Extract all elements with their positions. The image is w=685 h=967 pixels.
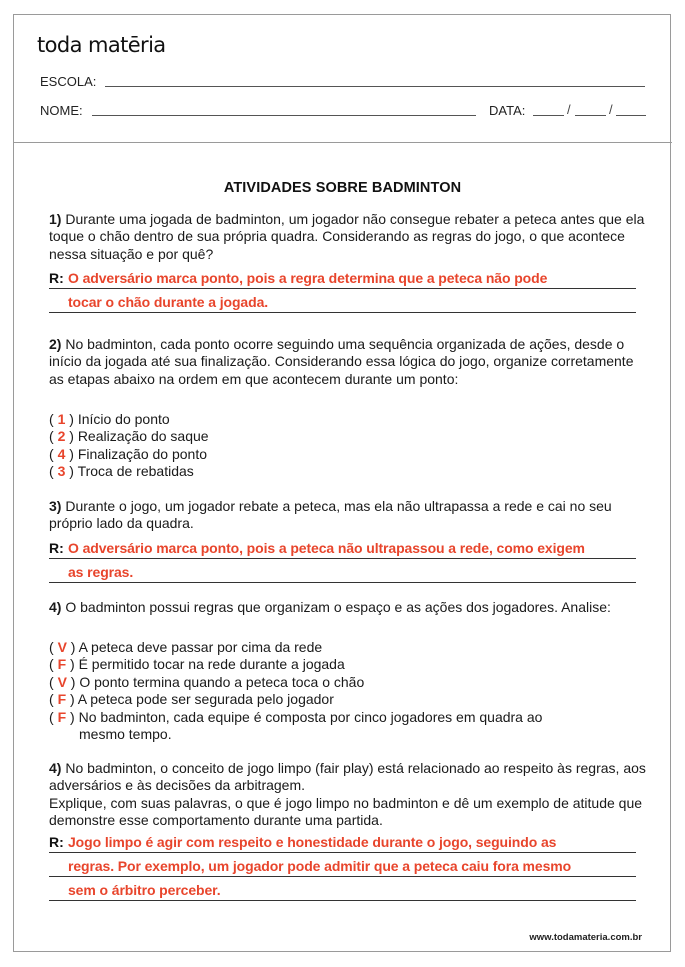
list-item: ( F ) É permitido tocar na rede durante a jogada xyxy=(49,656,345,673)
date-day-field[interactable] xyxy=(533,115,564,116)
list-item: ( F ) No badminton, cada equipe é composta por cinco jogadores em quadra ao xyxy=(49,708,543,725)
answer-label: R: xyxy=(49,540,64,556)
answer-label: R: xyxy=(49,270,64,286)
question-number: 1) xyxy=(49,211,62,227)
name-field[interactable] xyxy=(92,115,476,116)
answer-label: R: xyxy=(49,834,64,850)
question-2 xyxy=(49,336,649,388)
true-false-list xyxy=(49,639,542,743)
item-label: A peteca deve passar por cima da rede xyxy=(78,639,323,655)
tf-mark[interactable]: F xyxy=(57,708,67,725)
order-mark[interactable]: 1 xyxy=(57,411,66,427)
item-label: A peteca pode ser segurada pelo jogador xyxy=(77,691,334,708)
tf-mark[interactable]: V xyxy=(57,639,67,655)
answer-line[interactable] xyxy=(49,266,636,289)
list-item: ( 4 ) Finalização do ponto xyxy=(49,445,208,462)
tf-mark[interactable]: F xyxy=(57,691,67,708)
question-text: Durante uma jogada de badminton, um jogador não consegue rebater a peteca antes que ela toque o chão dentro de sua própria quadra. Considerando as regras do jogo, o que acontece nessa situação e por quê? xyxy=(49,211,645,262)
item-label: Realização do saque xyxy=(77,428,209,445)
question-5 xyxy=(49,760,649,830)
item-label: Troca de rebatidas xyxy=(77,463,194,480)
list-item-continuation: mesmo tempo. xyxy=(79,726,172,743)
answer-text: O adversário marca ponto, pois a regra determina que a peteca não pode xyxy=(68,270,548,286)
question-number: 4) xyxy=(49,599,62,615)
tf-mark[interactable]: F xyxy=(57,656,67,673)
date-year-field[interactable] xyxy=(616,115,646,116)
answer-line[interactable] xyxy=(49,560,636,583)
tf-mark[interactable]: V xyxy=(57,673,67,690)
list-item: ( 2 ) Realização do saque xyxy=(49,428,209,445)
list-item: ( 1 ) Início do ponto xyxy=(49,411,170,427)
list-item: ( 3 ) Troca de rebatidas xyxy=(49,463,194,480)
answer-text: as regras. xyxy=(68,564,134,580)
answer-line[interactable] xyxy=(49,830,636,853)
list-item: ( F ) A peteca pode ser segurada pelo jogador xyxy=(49,691,334,708)
date-month-field[interactable] xyxy=(575,115,606,116)
answer-line[interactable] xyxy=(49,854,636,877)
answer-line[interactable] xyxy=(49,290,636,313)
question-4 xyxy=(49,599,649,616)
item-label: Finalização do ponto xyxy=(77,445,208,462)
item-label: O ponto termina quando a peteca toca o chão xyxy=(79,673,365,690)
answer-line[interactable] xyxy=(49,878,636,901)
question-number: 4) xyxy=(49,760,62,776)
question-number: 2) xyxy=(49,336,62,352)
header-divider xyxy=(13,142,672,143)
item-label: Início do ponto xyxy=(77,411,170,427)
school-label: ESCOLA: xyxy=(40,74,97,89)
footer-url[interactable]: www.todamateria.com.br xyxy=(529,932,642,943)
answer-text: tocar o chão durante a jogada. xyxy=(68,294,269,310)
question-3 xyxy=(49,498,649,533)
page-title: ATIVIDADES SOBRE BADMINTON xyxy=(223,180,462,196)
answer-line[interactable] xyxy=(49,536,636,559)
question-text: O badminton possui regras que organizam o espaço e as ações dos jogadores. Analise: xyxy=(65,599,611,615)
name-label: NOME: xyxy=(40,103,83,118)
answer-text: regras. Por exemplo, um jogador pode admitir que a peteca caiu fora mesmo xyxy=(68,858,572,874)
question-text: No badminton, o conceito de jogo limpo (fair play) está relacionado ao respeito às regras, aos adversários e às decisões da arbitragem. xyxy=(49,760,646,794)
ordering-list xyxy=(49,411,209,481)
list-item: ( V ) O ponto termina quando a peteca toca o chão xyxy=(49,673,365,690)
order-mark[interactable]: 3 xyxy=(57,463,66,480)
date-separator: / xyxy=(609,102,613,117)
date-label: DATA: xyxy=(489,103,526,118)
order-mark[interactable]: 2 xyxy=(57,428,66,445)
item-label: É permitido tocar na rede durante a jogada xyxy=(78,656,345,673)
question-number: 3) xyxy=(49,498,62,514)
question-text: Durante o jogo, um jogador rebate a peteca, mas ela não ultrapassa a rede e cai no seu próprio lado da quadra. xyxy=(49,498,612,532)
school-field[interactable] xyxy=(105,86,645,87)
order-mark[interactable]: 4 xyxy=(57,445,66,462)
question-1 xyxy=(49,211,649,263)
list-item: ( V ) A peteca deve passar por cima da rede xyxy=(49,639,323,655)
date-separator: / xyxy=(567,102,571,117)
answer-text: sem o árbitro perceber. xyxy=(68,882,221,898)
answer-text: O adversário marca ponto, pois a peteca não ultrapassou a rede, como exigem xyxy=(68,540,585,556)
logo: toda matēria xyxy=(37,33,166,57)
answer-text: Jogo limpo é agir com respeito e honestidade durante o jogo, seguindo as xyxy=(68,834,557,850)
question-text: No badminton, cada ponto ocorre seguindo uma sequência organizada de ações, desde o início da jogada até sua finalização. Considerando essa lógica do jogo, organize corretamente as etapas abaixo na ordem em que acontecem durante um ponto: xyxy=(49,336,634,387)
item-label: No badminton, cada equipe é composta por cinco jogadores em quadra ao xyxy=(78,708,543,725)
question-instruction: Explique, com suas palavras, o que é jogo limpo no badminton e dê um exemplo de atitude que demonstre esse comportamento durante uma partida. xyxy=(49,794,643,829)
